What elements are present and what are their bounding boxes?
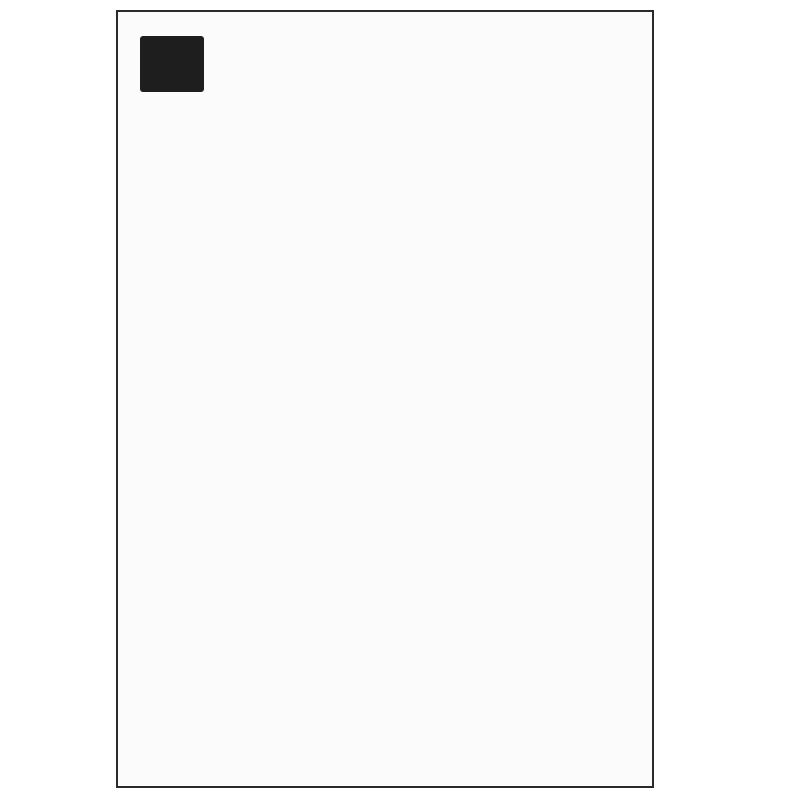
brand-logo: [140, 36, 204, 92]
instruction-sheet: [116, 10, 654, 788]
